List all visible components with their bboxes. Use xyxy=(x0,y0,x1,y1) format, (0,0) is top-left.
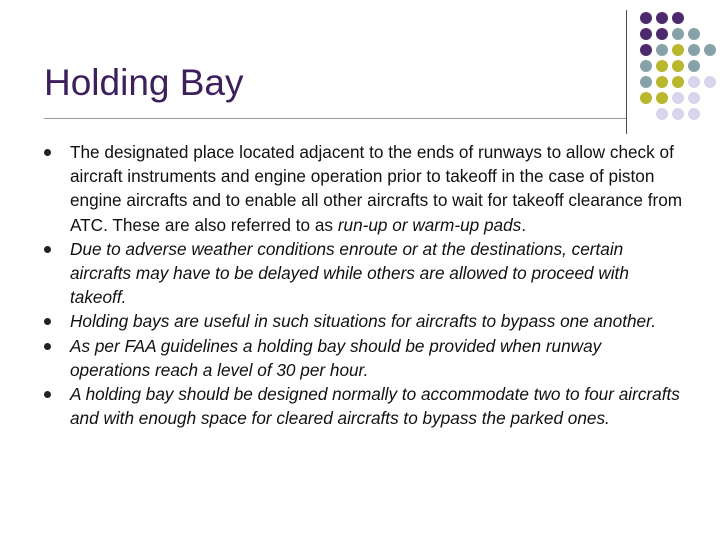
bullet-item-4 xyxy=(44,334,684,382)
bullet-text-italic: run-up or warm-up pads xyxy=(337,214,522,235)
decor-dot xyxy=(640,12,652,24)
decor-dot xyxy=(672,12,684,24)
decor-dot xyxy=(688,28,700,40)
decor-dot xyxy=(704,76,716,88)
decor-dot xyxy=(672,28,684,40)
decor-dot xyxy=(688,60,700,72)
decor-dot xyxy=(640,60,652,72)
bullet-dot-icon xyxy=(44,318,51,325)
bullet-dot-icon xyxy=(44,149,51,156)
decor-dot xyxy=(656,12,668,24)
bullet-dot-icon xyxy=(44,391,51,398)
decor-dot xyxy=(688,108,700,120)
bullet-text-segment: . xyxy=(521,214,527,235)
decor-dot xyxy=(656,28,668,40)
bullet-item-1 xyxy=(44,140,684,237)
decor-dot xyxy=(640,44,652,56)
decor-dot xyxy=(672,76,684,88)
decor-dot xyxy=(640,76,652,88)
bullet-text: Due to adverse weather conditions enroute or at the destinations, certain aircrafts may have to be delayed while others are allowed to proceed with takeoff. xyxy=(70,238,629,308)
decor-dot xyxy=(640,28,652,40)
decor-dot xyxy=(656,44,668,56)
decor-dot xyxy=(656,60,668,72)
decor-dot xyxy=(672,108,684,120)
bullet-list xyxy=(44,140,684,430)
decor-dot xyxy=(688,76,700,88)
decor-dot xyxy=(672,44,684,56)
bullet-item-5 xyxy=(44,382,684,430)
slide-title: Holding Bay xyxy=(44,62,244,103)
decor-dot xyxy=(656,92,668,104)
title-underline xyxy=(44,118,626,119)
decor-dot xyxy=(704,44,716,56)
bullet-item-2 xyxy=(44,237,684,310)
decor-dot xyxy=(656,76,668,88)
bullet-item-3 xyxy=(44,309,684,333)
decor-dot xyxy=(688,92,700,104)
bullet-text-segment: The designated place located adjacent to the ends of runways to allow check of aircraft instruments and engine operation prior to takeoff in the case of piston engine aircrafts and to enable all other aircrafts to wait for takeoff clearance from ATC. These are also referred to as xyxy=(70,142,683,235)
bullet-text xyxy=(70,142,682,235)
vertical-divider xyxy=(626,10,627,134)
decor-dot xyxy=(656,108,668,120)
decor-dot xyxy=(672,92,684,104)
decor-dot xyxy=(640,92,652,104)
bullet-text: A holding bay should be designed normally to accommodate two to four aircrafts and with enough space for cleared aircrafts to bypass the parked ones. xyxy=(70,384,680,429)
decor-dot xyxy=(688,44,700,56)
bullet-dot-icon xyxy=(44,343,51,350)
bullet-text: Holding bays are useful in such situations for aircrafts to bypass one another. xyxy=(70,311,656,332)
bullet-dot-icon xyxy=(44,246,51,253)
decor-dot xyxy=(672,60,684,72)
bullet-text: As per FAA guidelines a holding bay should be provided when runway operations reach a level of 30 per hour. xyxy=(70,335,602,380)
